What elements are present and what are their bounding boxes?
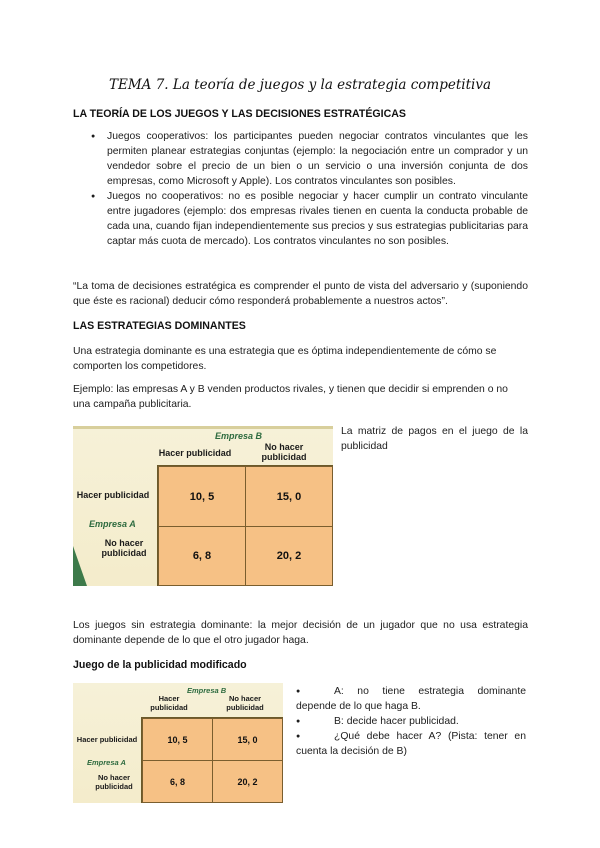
section-heading-game-theory: LA TEORÍA DE LOS JUEGOS Y LAS DECISIONES ESTRATÉGICAS	[73, 108, 406, 120]
list-item-text: A: no tiene estrategia dominante depende de lo que haga B.	[296, 686, 526, 712]
payoff-matrix-modified-figure	[73, 683, 283, 803]
game-types-list	[90, 129, 528, 249]
payoff-cell: 15, 0	[212, 718, 283, 761]
paragraph-definition: Una estrategia dominante es una estrategia que es óptima independientemente de cómo se comporten los competidores.	[73, 346, 497, 372]
paragraph-no-dominant: Los juegos sin estrategia dominante: la mejor decisión de un jugador que no usa estrategia dominante depende de lo que el otro jugador haga.	[73, 620, 528, 646]
row-header-advertise: Hacer publicidad	[76, 735, 138, 744]
payoff-cell: 10, 5	[142, 718, 213, 761]
payoff-matrix-figure	[73, 426, 333, 586]
matrix-caption: La matriz de pagos en el juego de la publicidad	[341, 426, 528, 452]
bullet-icon: ●	[296, 688, 301, 695]
decorative-leaf	[73, 546, 87, 586]
section-heading-modified-game: Juego de la publicidad modificado	[73, 659, 247, 671]
empresa-b-label: Empresa B	[215, 431, 263, 441]
list-item	[296, 684, 526, 714]
list-item	[296, 714, 526, 729]
payoff-cell: 6, 8	[158, 526, 246, 586]
section-heading-dominant: LAS ESTRATEGIAS DOMINANTES	[73, 320, 246, 332]
list-item-text: B: decide hacer publicidad.	[334, 716, 459, 727]
row-header-no-advertise: No hacer publicidad	[101, 538, 147, 559]
payoff-cell: 10, 5	[158, 466, 246, 527]
empresa-a-label: Empresa A	[89, 519, 136, 529]
bullet-icon: ●	[296, 718, 301, 725]
payoff-cell: 15, 0	[245, 466, 333, 527]
row-header-no-advertise: No hacer publicidad	[95, 773, 133, 791]
paragraph-example: Ejemplo: las empresas A y B venden productos rivales, y tienen que decidir si emprenden o no una campaña publicitaria.	[73, 384, 508, 410]
payoff-grid	[141, 717, 283, 803]
col-header-no-advertise: No hacer publicidad	[226, 694, 264, 712]
col-header-advertise: Hacer publicidad	[150, 694, 188, 712]
list-item: ● Juegos cooperativos: los participantes pueden negociar contratos vinculantes que les permiten planear estrategias conjuntas (ejemplo: la negociación entre un comprador y un vendedor sobre el precio de un bien o un servicio o una inversión conjunta de dos empresas, como Microsoft y Apple). Los contratos vinculantes son posibles.	[90, 129, 528, 189]
modified-game-list	[296, 684, 526, 759]
page-title: TEMA 7. La teoría de juegos y la estrategia competitiva	[108, 77, 492, 93]
row-header-advertise: Hacer publicidad	[76, 490, 150, 500]
list-item-text: ¿Qué debe hacer A? (Pista: tener en cuenta la decisión de B)	[296, 731, 526, 757]
quote-paragraph: “La toma de decisiones estratégica es comprender el punto de vista del adversario y (suponiendo que éste es racional) deducir cómo responderá probablemente a nuestros actos”.	[73, 281, 528, 307]
col-header-advertise: Hacer publicidad	[158, 448, 232, 458]
empresa-b-label: Empresa B	[187, 686, 227, 695]
bullet-icon: ●	[296, 733, 301, 740]
list-item: ● Juegos no cooperativos: no es posible negociar y hacer cumplir un contrato vinculante entre jugadores (ejemplo: dos empresas rivales tienen en cuenta la conducta probable de cada una, cuando fijan independientemente sus precios y sus estrategias publicitarias para captar más cuota de mercado). Los contratos vinculantes no son posibles.	[90, 189, 528, 249]
payoff-cell: 6, 8	[142, 760, 213, 803]
figure-top-band	[73, 426, 333, 429]
payoff-cell: 20, 2	[245, 526, 333, 586]
list-item	[296, 729, 526, 759]
payoff-cell: 20, 2	[212, 760, 283, 803]
empresa-a-label: Empresa A	[87, 758, 126, 767]
col-header-no-advertise: No hacer publicidad	[261, 442, 307, 463]
payoff-grid	[157, 465, 333, 586]
